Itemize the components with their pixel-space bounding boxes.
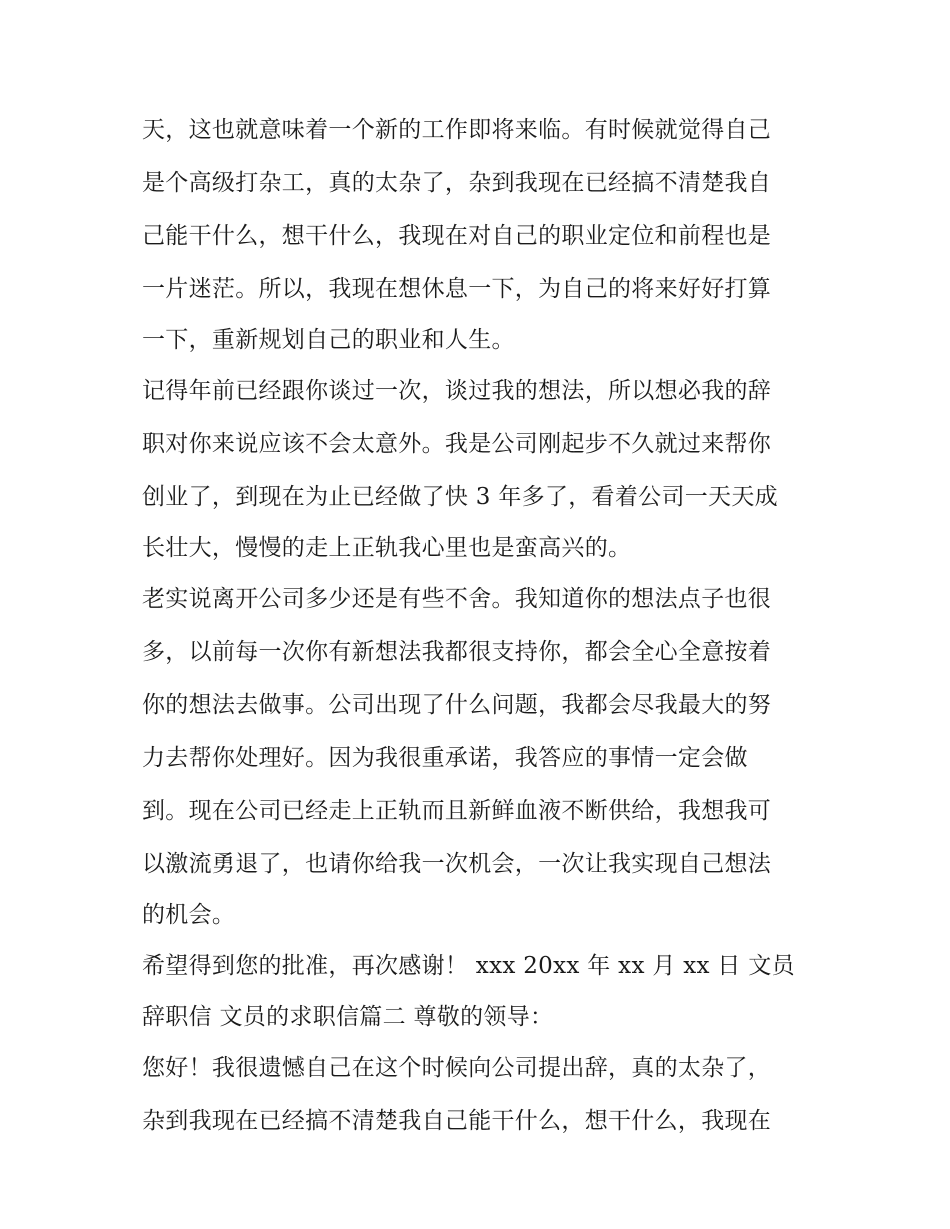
text-line: 是个高级打杂工，真的太杂了，杂到我现在已经搞不清楚我自 — [142, 170, 772, 196]
text-line: 到。现在公司已经走上正轨而且新鲜血液不断供给，我想我可 — [142, 798, 772, 824]
text-line: 的机会。 — [142, 902, 236, 928]
text-line: 老实说离开公司多少还是有些不舍。我知道你的想法点子也很 — [142, 586, 772, 612]
text-line: 一下，重新规划自己的职业和人生。 — [142, 327, 515, 353]
text-line: 记得年前已经跟你谈过一次，谈过我的想法，所以想必我的辞 — [142, 378, 772, 404]
text-line: 创业了，到现在为止已经做了快 3 年多了，看着公司一天天成 — [142, 484, 778, 510]
text-line: 多，以前每一次你有新想法我都很支持你，都会全心全意按着 — [142, 639, 772, 665]
text-line: 您好！我很遗憾自己在这个时候向公司提出辞，真的太杂了， — [142, 1055, 772, 1081]
text-line: 长壮大，慢慢的走上正轨我心里也是蛮高兴的。 — [142, 535, 632, 561]
text-line: 杂到我现在已经搞不清楚我自己能干什么，想干什么，我现在 — [142, 1108, 772, 1134]
text-line: 己能干什么，想干什么，我现在对自己的职业定位和前程也是 — [142, 223, 772, 249]
text-line: 希望得到您的批准，再次感谢！ xxx 20xx 年 xx 月 xx 日 文员 — [142, 953, 795, 979]
text-line: 职对你来说应该不会太意外。我是公司刚起步不久就过来帮你 — [142, 431, 772, 457]
document-body — [142, 104, 822, 1148]
text-line: 力去帮你处理好。因为我很重承诺，我答应的事情一定会做 — [142, 745, 748, 771]
text-line: 你的想法去做事。公司出现了什么问题，我都会尽我最大的努 — [142, 692, 772, 718]
text-line: 辞职信 文员的求职信篇二 尊敬的领导： — [142, 1004, 554, 1030]
text-line: 一片迷茫。所以，我现在想休息一下，为自己的将来好好打算 — [142, 276, 772, 302]
text-line: 以激流勇退了，也请你给我一次机会，一次让我实现自己想法 — [142, 851, 772, 877]
text-line: 天，这也就意味着一个新的工作即将来临。有时候就觉得自己 — [142, 117, 772, 143]
